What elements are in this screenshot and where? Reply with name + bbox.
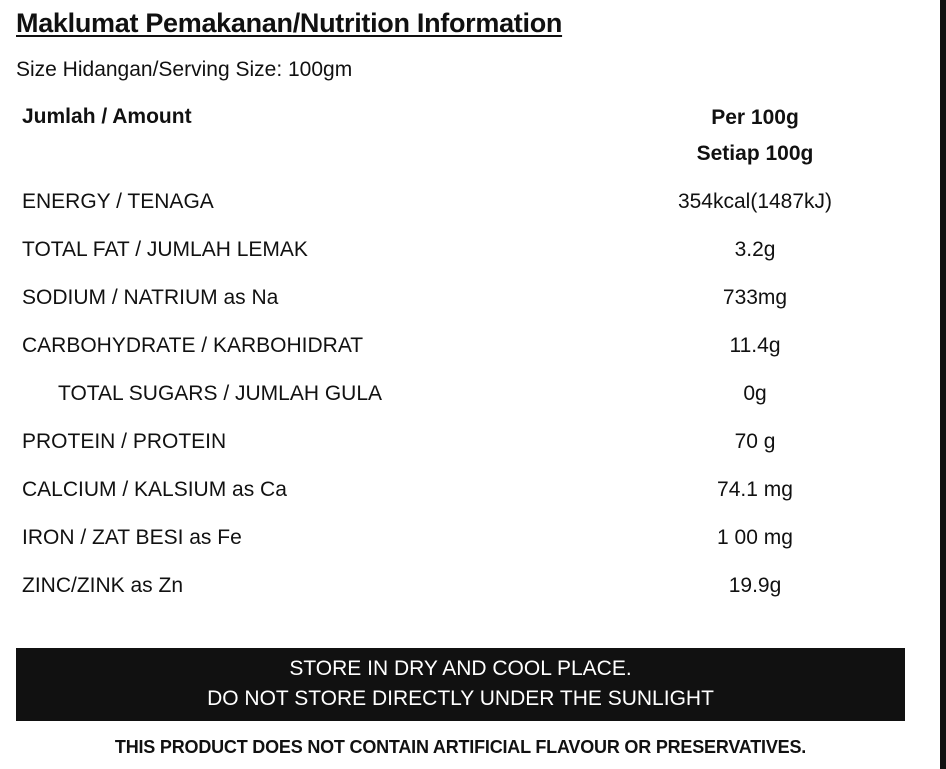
nutrition-row-protein	[0, 419, 946, 467]
nutrient-value: 354kcal(1487kJ)	[677, 190, 833, 213]
storage-instructions-banner	[16, 648, 905, 721]
nutrient-label: CARBOHYDRATE / KARBOHIDRAT	[22, 334, 364, 357]
product-disclaimer: THIS PRODUCT DOES NOT CONTAIN ARTIFICIAL FLAVOUR OR PRESERVATIVES.	[114, 737, 807, 757]
nutrition-row-zinc	[0, 563, 946, 611]
nutrition-row-sodium	[0, 275, 946, 323]
nutrient-value: 11.4g	[729, 334, 781, 357]
nutrition-row-calcium	[0, 467, 946, 515]
page-title: Maklumat Pemakanan/Nutrition Information	[16, 8, 563, 38]
nutrient-label: TOTAL FAT / JUMLAH LEMAK	[22, 238, 308, 261]
nutrition-row-total-sugars	[0, 371, 946, 419]
serving-size: Size Hidangan/Serving Size: 100gm	[16, 58, 353, 81]
nutrient-value: 1 00 mg	[717, 526, 793, 549]
nutrient-label: ENERGY / TENAGA	[22, 190, 214, 213]
nutrition-row-iron	[0, 515, 946, 563]
nutrient-value: 733mg	[722, 286, 788, 309]
nutrient-label: SODIUM / NATRIUM as Na	[22, 286, 279, 309]
nutrient-label: TOTAL SUGARS / JUMLAH GULA	[58, 382, 383, 405]
nutrient-label: IRON / ZAT BESI as Fe	[22, 526, 242, 549]
nutrient-value: 3.2g	[734, 238, 776, 261]
per-column-header: Per 100g	[711, 106, 799, 129]
nutrient-value: 19.9g	[728, 574, 782, 597]
nutrient-value: 74.1 mg	[717, 478, 793, 501]
nutrient-label: PROTEIN / PROTEIN	[22, 430, 227, 453]
nutrient-value: 70 g	[734, 430, 776, 453]
nutrient-value: 0g	[743, 382, 767, 405]
storage-line-1: STORE IN DRY AND COOL PLACE.	[289, 657, 632, 680]
per-column-header-malay: Setiap 100g	[696, 142, 814, 165]
nutrient-label: ZINC/ZINK as Zn	[22, 574, 184, 597]
nutrition-row-total-fat	[0, 227, 946, 275]
nutrition-row-energy	[0, 179, 946, 227]
amount-column-header: Jumlah / Amount	[22, 105, 192, 128]
nutrition-row-carbohydrate	[0, 323, 946, 371]
nutrition-table	[0, 179, 946, 611]
storage-line-2: DO NOT STORE DIRECTLY UNDER THE SUNLIGHT	[207, 687, 714, 710]
nutrient-label: CALCIUM / KALSIUM as Ca	[22, 478, 287, 501]
